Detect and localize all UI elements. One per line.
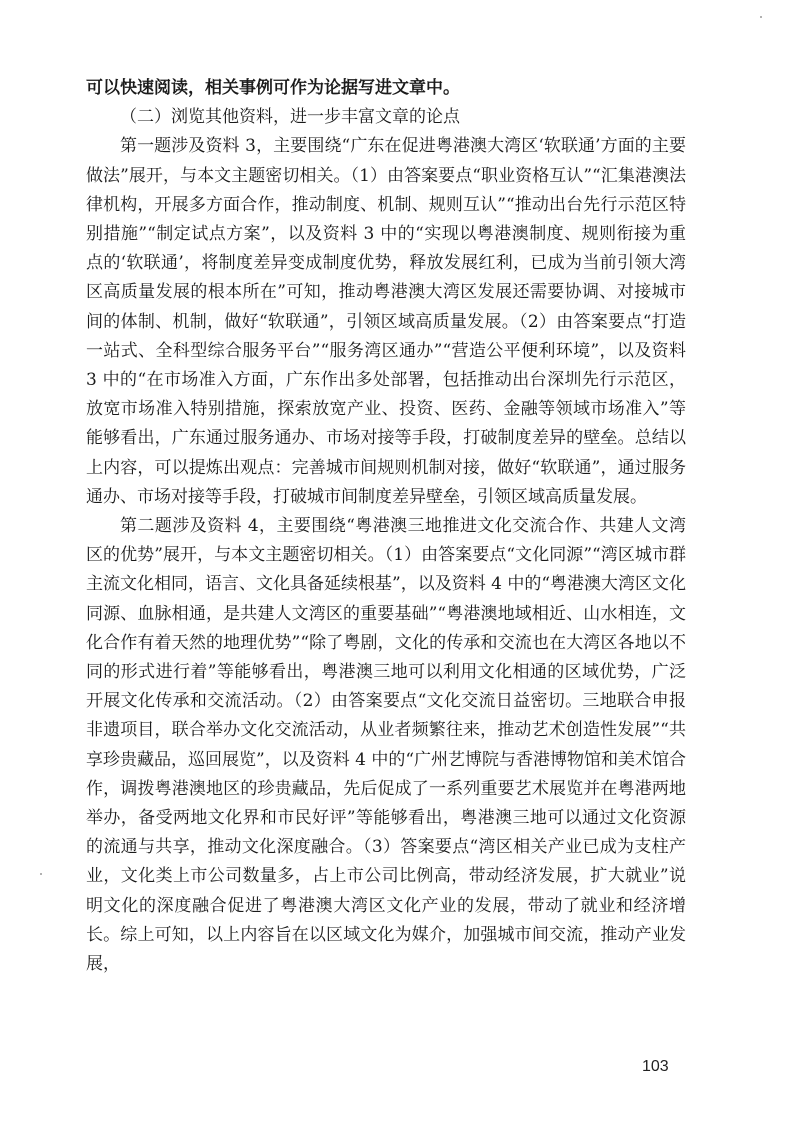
paragraph-continuation: 可以快速阅读，相关事例可作为论据写进文章中。 — [86, 78, 460, 98]
scan-speck — [40, 873, 42, 875]
scan-speck — [760, 16, 762, 18]
body-text — [86, 74, 686, 979]
paragraph-question-two: 第二题涉及资料 4，主要围绕“粤港澳三地推进文化交流合作、共建人文湾区的优势”展开，与本文主题密切相关。（1）由答案要点“文化同源”“湾区城市群主流文化相同，语言、文化具备延续根基”，以及资料 4 中的“粤港澳大湾区文化同源、血脉相通，是共建人文湾区的重要基础”“粤港澳地域相近、山水相连，文化合作有着天然的地理优势”“除了粤剧，文化的传承和交流也在大湾区各地以不同的形式进行着”等能够看出，粤港澳三地可以利用文化相通的区域优势，广泛开展文化传承和交流活动。（2）由答案要点“文化交流日益密切。三地联合申报非遗项目，联合举办文化交流活动，从业者频繁往来，推动艺术创造性发展”“共享珍贵藏品，巡回展览”，以及资料 4 中的“广州艺博院与香港博物馆和美术馆合作，调拨粤港澳地区的珍贵藏品，先后促成了一系列重要艺术展览并在粤港两地举办，备受两地文化界和市民好评”等能够看出，粤港澳三地可以通过文化资源的流通与共享，推动文化深度融合。（3）答案要点“湾区相关产业已成为支柱产业，文化类上市公司数量多，占上市公司比例高，带动经济发展，扩大就业”说明文化的深度融合促进了粤港澳大湾区文化产业的发展，带动了就业和经济增长。综上可知，以上内容旨在以区域文化为媒介，加强城市间交流，推动产业发展， — [86, 516, 687, 975]
section-heading: （二）浏览其他资料，进一步丰富文章的论点 — [120, 107, 460, 128]
page-number: 103 — [642, 1058, 669, 1075]
paragraph-question-one: 第一题涉及资料 3，主要围绕“广东在促进粤港澳大湾区‘软联通’方面的主要做法”展开，与本文主题密切相关。（1）由答案要点“职业资格互认”“汇集港澳法律机构，开展多方面合作，推动制度、机制、规则互认”“推动出台先行示范区特别措施”“制定试点方案”，以及资料 3 中的“实现以粤港澳制度、规则衔接为重点的‘软联通’，将制度差异变成制度优势，释放发展红利，已成为当前引领大湾区高质量发展的根本所在”可知，推动粤港澳大湾区发展还需要协调、对接城市间的体制、机制，做好“软联通”，引领区域高质量发展。（2）由答案要点“打造一站式、全科型综合服务平台”“服务湾区通办”“营造公平便利环境”，以及资料 3 中的“在市场准入方面，广东作出多处部署，包括推动出台深圳先行示范区，放宽市场准入特别措施，探索放宽产业、投资、医药、金融等领域市场准入”等能够看出，广东通过服务通办、市场对接等手段，打破制度差异的壁垒。总结以上内容，可以提炼出观点：完善城市间规则机制对接，做好“软联通”，通过服务通办、市场对接等手段，打破城市间制度差异壁垒，引领区域高质量发展。 — [86, 136, 686, 507]
